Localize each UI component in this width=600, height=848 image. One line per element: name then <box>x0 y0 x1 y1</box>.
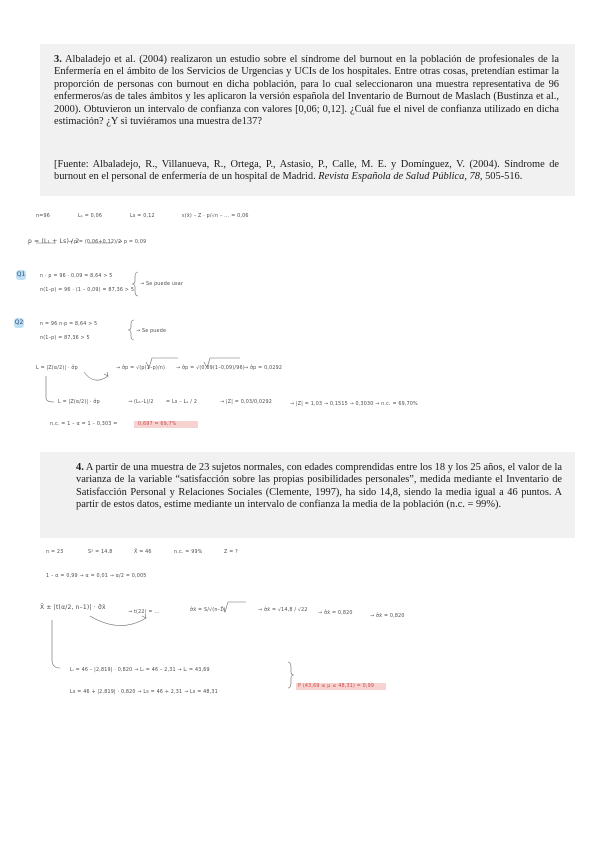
notes3-check-2: → Se puede <box>136 329 167 334</box>
notes3-check: → Se puede usar <box>140 282 184 287</box>
source-pages: , 505-516. <box>479 171 523 183</box>
notes3-p-formula: p = (L₁ + Ls) / 2 <box>28 238 80 245</box>
notes3-nc: n.c. = 1 – α = 1 – 0,303 = <box>50 422 118 427</box>
notes3-ls: Ls = 0,12 <box>130 214 155 219</box>
notes3-p-result: → p = 0,09 <box>118 240 147 245</box>
notes3-p-sub: → p = (0,06+0,12)/2 <box>68 240 122 245</box>
notes4-s2: S² = 14,8 <box>88 550 113 555</box>
notes4-alpha: 1 – α = 0,99 → α = 0,01 → α/2 = 0,005 <box>46 574 147 579</box>
notes4-nc: n.c. = 99% <box>174 550 203 555</box>
notes4-z: Z = ? <box>224 550 238 555</box>
notes3-np: n · p = 96 · 0,09 = 8,64 > 5 <box>40 274 113 279</box>
notes3-nq-2: n(1–p) = 87,36 > 5 <box>40 336 90 341</box>
notes3-li: L₁ = 0,06 <box>78 214 103 219</box>
notes3-z-step1: → (L₁–L)/2 <box>128 400 154 405</box>
notes4-sigma-def: σ̂x̄ = S/√(n–1) <box>190 608 226 613</box>
notes3-z-step4: → |Z| = 1,03 → 0,1515 → 0,3030 → n.c. = 69,70% <box>290 402 418 407</box>
notes3-sigma-sub: → σ̂p = √(0,09(1–0,09)/96) <box>176 366 245 371</box>
notes4-ci-formula: X̄ ± |t(α/2, n–1)| · σ̂x̄ <box>40 604 106 611</box>
notes3-z-step2: = Ls – L₁ / 2 <box>166 400 198 405</box>
source-citation: [Fuente: Albaladejo, R., Villanueva, R., Ortega, P., Astasio, P., Calle, M. E. y Domínguez, V. (2004). Síndrome de burnout en el personal de enfermería de un hospital de Madrid. <box>54 159 559 183</box>
notes3-z-formula: L = |Z(α/2)| · σ̂p <box>58 400 100 405</box>
notes4-sigma-final: → σ̂x̄ = 0,820 <box>370 614 405 619</box>
question-marker-1: Q1 <box>16 271 26 278</box>
notes4-n: n = 23 <box>46 550 64 555</box>
notes3-n: n=96 <box>36 214 50 219</box>
problem-4-number: 4. <box>76 462 84 473</box>
problem-4-text: A partir de una muestra de 23 sujetos normales, con edades comprendidas entre los 18 y los 25 años, el valor de la varianza de la variable “satisfacción sobre las propias posibilidades personales”, medida mediante el Inventario de Satisfacción Personal y Relaciones Sociales (Clemente, 1997), ha sido 14,8, siendo la media igual a 46 puntos. A partir de estos datos, estime mediante un intervalo de confianza la media de la población (n.c. = 99%). <box>76 462 562 511</box>
notes3-z-step3: → |Z| = 0,03/0,0292 <box>220 400 273 405</box>
problem-3-text: Albaladejo et al. (2004) realizaron un estudio sobre el síndrome del burnout en la población de profesionales de la Enfermería en el ámbito de los Servicios de Urgencias y UCIs de los hospitales. Entre otras cosas, pretendían estimar la proporción de personas con burnout en dicha población, para lo cual seleccionaron una muestra representativa de 96 enfermeros/as de tales ámbitos y les aplicaron la versión española del Inventario de Burnout de Maslach (Bustinza et al., 2000). Obtuvieron un intervalo de confianza con valores [0,06; 0,12]. ¿Cuál fue el nivel de confianza utilizado en dicha estimación? ¿Y si tuviéramos una muestra de137? <box>54 54 559 128</box>
notes3-nq: n(1–p) = 96 · (1 – 0,09) = 87,36 > 5 <box>40 288 135 293</box>
notes3-eq: ε(x̄) – Z · p/√n – ... = 0,06 <box>182 214 249 219</box>
notes4-mean: X̄ = 46 <box>134 550 152 555</box>
notes4-t: → t(22) = ... <box>128 610 160 615</box>
question-marker-2: Q2 <box>14 319 24 326</box>
notes4-sigma-sub: → σ̂x̄ = √14,8 / √22 <box>258 608 308 613</box>
notes4-lower: Lᵢ = 46 – |2,819| · 0,820 → Lᵢ = 46 – 2,31 → Lᵢ = 43,69 <box>70 668 210 673</box>
notes3-nc-result: 0,697 = 69,7% <box>138 422 177 427</box>
notes4-interval: P (43,69 ≤ μ ≤ 48,31) = 0,99 <box>298 684 375 689</box>
source-journal: Revista Española de Salud Pública, 78 <box>318 171 480 183</box>
notes3-sigma-result: → σ̂p = 0,0292 <box>244 366 283 371</box>
notes3-sigma-formula: → σ̂p = √(p(1–p)/n) <box>116 366 166 371</box>
notes3-np-2: n = 96 n·p = 8,64 > 5 <box>40 322 98 327</box>
notes4-upper: Ls = 46 + |2,819| · 0,820 → Ls = 46 + 2,31 → Ls = 48,31 <box>70 690 218 695</box>
notes3-l-formula: L = |Z(α/2)| · σ̂p <box>36 366 78 371</box>
problem-3-number: 3. <box>54 54 62 65</box>
notes4-sigma-val: → σ̂x̄ = 0,820 <box>318 611 353 616</box>
